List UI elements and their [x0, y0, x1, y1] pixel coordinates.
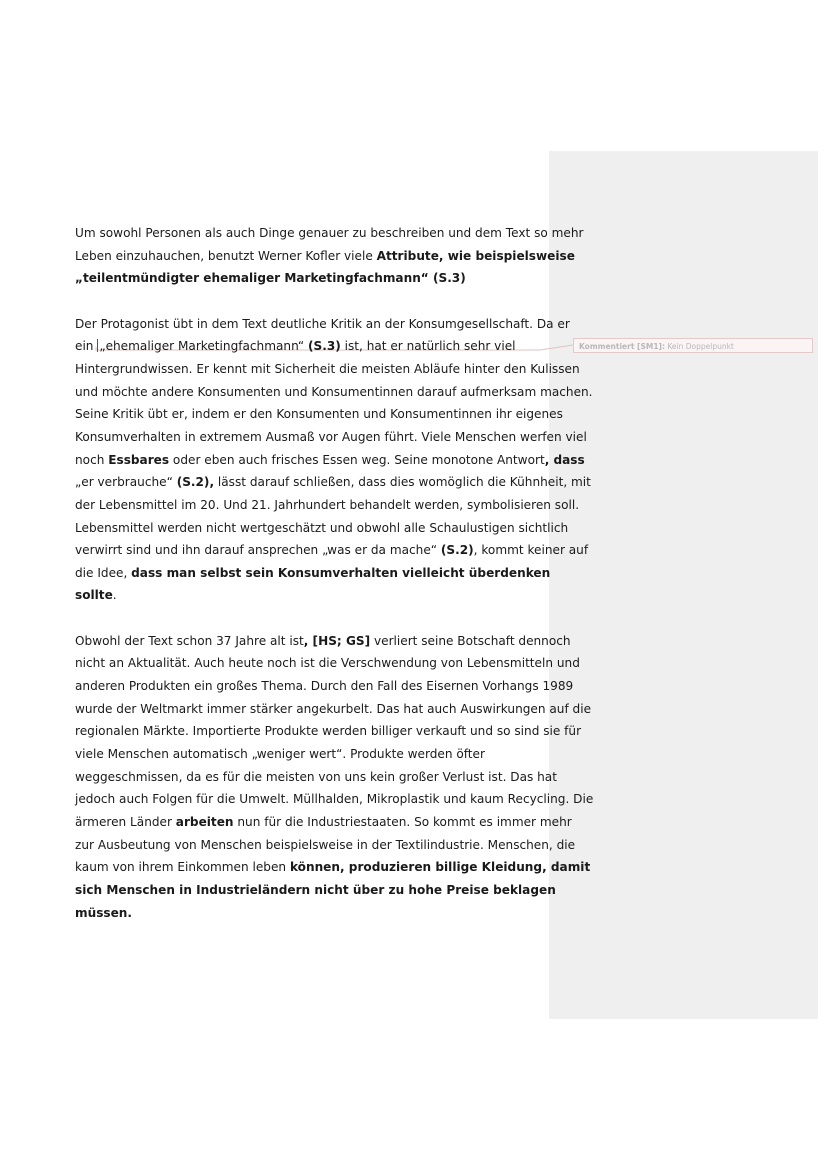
text-line — [75, 245, 575, 268]
bold-text-run: sollte — [75, 588, 113, 603]
bold-text-run: (S.2) — [440, 543, 474, 558]
text-line — [75, 358, 580, 381]
text-line — [75, 313, 570, 336]
paragraph — [75, 313, 593, 608]
text-run: oder eben auch frisches Essen weg. Seine monotone Antwort — [169, 452, 545, 467]
text-run: lässt darauf schließen, dass dies womöglich die Kühnheit, mit — [214, 475, 591, 490]
text-run: noch — [75, 452, 109, 467]
text-line — [75, 856, 591, 879]
text-run: Obwohl der Text schon 37 Jahre alt ist — [75, 633, 304, 648]
text-run: Leben einzuhauchen, benutzt Werner Kofler viele — [75, 248, 377, 263]
text-line — [75, 584, 545, 607]
text-line — [75, 494, 580, 517]
bold-text-run: Essbares — [108, 452, 170, 467]
text-line — [75, 381, 593, 404]
text-line — [75, 811, 572, 834]
bold-text-run: müssen. — [75, 905, 133, 920]
text-run: verliert seine Botschaft dennoch — [370, 633, 571, 648]
text-run: Hintergrundwissen. Er kennt mit Sicherheit die meisten Abläufe hinter den Kulissen — [75, 361, 580, 376]
text-run: der Lebensmittel im 20. Und 21. Jahrhundert behandelt werden, symbolisieren soll. — [75, 497, 580, 512]
text-line — [75, 879, 556, 902]
text-line — [75, 652, 580, 675]
text-run: Seine Kritik übt er, indem er den Konsumenten und Konsumentinnen ihr eigenes — [75, 407, 563, 422]
comment-author: Kommentiert [SM1]: — [579, 342, 665, 351]
comment-balloon[interactable] — [573, 338, 813, 353]
comment-pane — [549, 151, 818, 1019]
bold-text-run: arbeiten — [175, 815, 234, 830]
bold-text-run: , [HS; GS] — [303, 633, 371, 648]
text-run: nun für die Industriestaaten. So kommt es immer mehr — [233, 815, 572, 830]
bold-text-run: „teilentmündigter ehemaliger Marketingfachmann“ (S.3) — [75, 271, 466, 286]
text-line — [75, 517, 569, 540]
bold-text-run: (S.2), — [176, 475, 215, 490]
text-line — [75, 630, 571, 653]
text-line — [75, 426, 587, 449]
text-line — [75, 834, 576, 857]
text-run: ist, hat er natürlich sehr viel — [340, 339, 516, 354]
text-run: Lebensmittel werden nicht wertgeschätzt und obwohl alle Schaulustigen sichtlich — [75, 520, 569, 535]
text-line — [75, 449, 585, 472]
comment-text: Kein Doppelpunkt — [664, 342, 734, 351]
text-run: Um sowohl Personen als auch Dinge genauer zu beschreiben und dem Text so mehr — [75, 226, 584, 240]
text-run: zur Ausbeutung von Menschen beispielsweise in der Textilindustrie. Menschen, die — [75, 837, 576, 852]
text-run: kaum von ihrem Einkommen leben — [75, 860, 290, 875]
text-line — [75, 222, 584, 245]
text-run: nicht an Aktualität. Auch heute noch ist die Verschwendung von Lebensmitteln und — [75, 656, 580, 671]
text-line — [75, 675, 574, 698]
text-run: , kommt keiner auf — [473, 543, 589, 558]
text-run: . — [112, 588, 117, 603]
text-run: Konsumverhalten in extremem Ausmaß vor Augen führt. Viele Menschen werfen viel — [75, 429, 587, 444]
text-line — [75, 720, 582, 743]
text-run: „er verbrauche“ — [75, 475, 177, 490]
bold-text-run: sich Menschen in Industrieländern nicht über zu hohe Preise beklagen — [75, 883, 556, 897]
text-line — [75, 403, 563, 426]
text-run: die Idee, — [75, 565, 132, 580]
bold-text-run: dass man selbst sein Konsumverhalten vielleicht überdenken — [131, 565, 551, 580]
text-run: weggeschmissen, da es für die meisten von uns kein großer Verlust ist. Das hat — [75, 769, 557, 784]
bold-text-run: Attribute, wie beispielsweise — [376, 248, 575, 263]
text-line — [75, 267, 545, 290]
paragraph — [75, 630, 594, 925]
document-body[interactable] — [75, 222, 594, 947]
text-run: „ehemaliger Marketingfachmann“ — [99, 339, 308, 354]
text-run: ein — [75, 339, 98, 354]
text-run: verwirrt sind und ihn darauf ansprechen „was er da mache“ — [75, 543, 441, 558]
text-line — [75, 562, 551, 585]
bold-text-run: (S.3) — [307, 339, 341, 354]
bold-text-run: können, produzieren billige Kleidung, damit — [289, 860, 591, 875]
text-line — [75, 335, 545, 358]
text-run: viele Menschen automatisch „weniger wert“. Produkte werden öfter — [75, 747, 485, 762]
text-run: Der Protagonist übt in dem Text deutliche Kritik an der Konsumgesellschaft. Da er — [75, 316, 570, 331]
text-run: und möchte andere Konsumenten und Konsumentinnen darauf aufmerksam machen. — [75, 384, 593, 399]
text-run: wurde der Weltmarkt immer stärker angekurbelt. Das hat auch Auswirkungen auf die — [75, 701, 592, 716]
text-run: regionalen Märkte. Importierte Produkte werden billiger verkauft und so sind sie für — [75, 724, 582, 739]
text-line — [75, 788, 594, 811]
text-line — [75, 766, 557, 789]
text-line — [75, 471, 591, 494]
text-line — [75, 539, 589, 562]
paragraph — [75, 222, 584, 290]
text-line — [75, 743, 545, 766]
text-run: anderen Produkten ein großes Thema. Durch den Fall des Eisernen Vorhangs 1989 — [75, 679, 574, 694]
bold-text-run: , dass — [544, 452, 585, 467]
text-run: ärmeren Länder — [75, 815, 176, 830]
text-line — [75, 902, 545, 925]
text-line — [75, 698, 592, 721]
text-run: jedoch auch Folgen für die Umwelt. Müllhalden, Mikroplastik und kaum Recycling. Die — [75, 792, 594, 807]
